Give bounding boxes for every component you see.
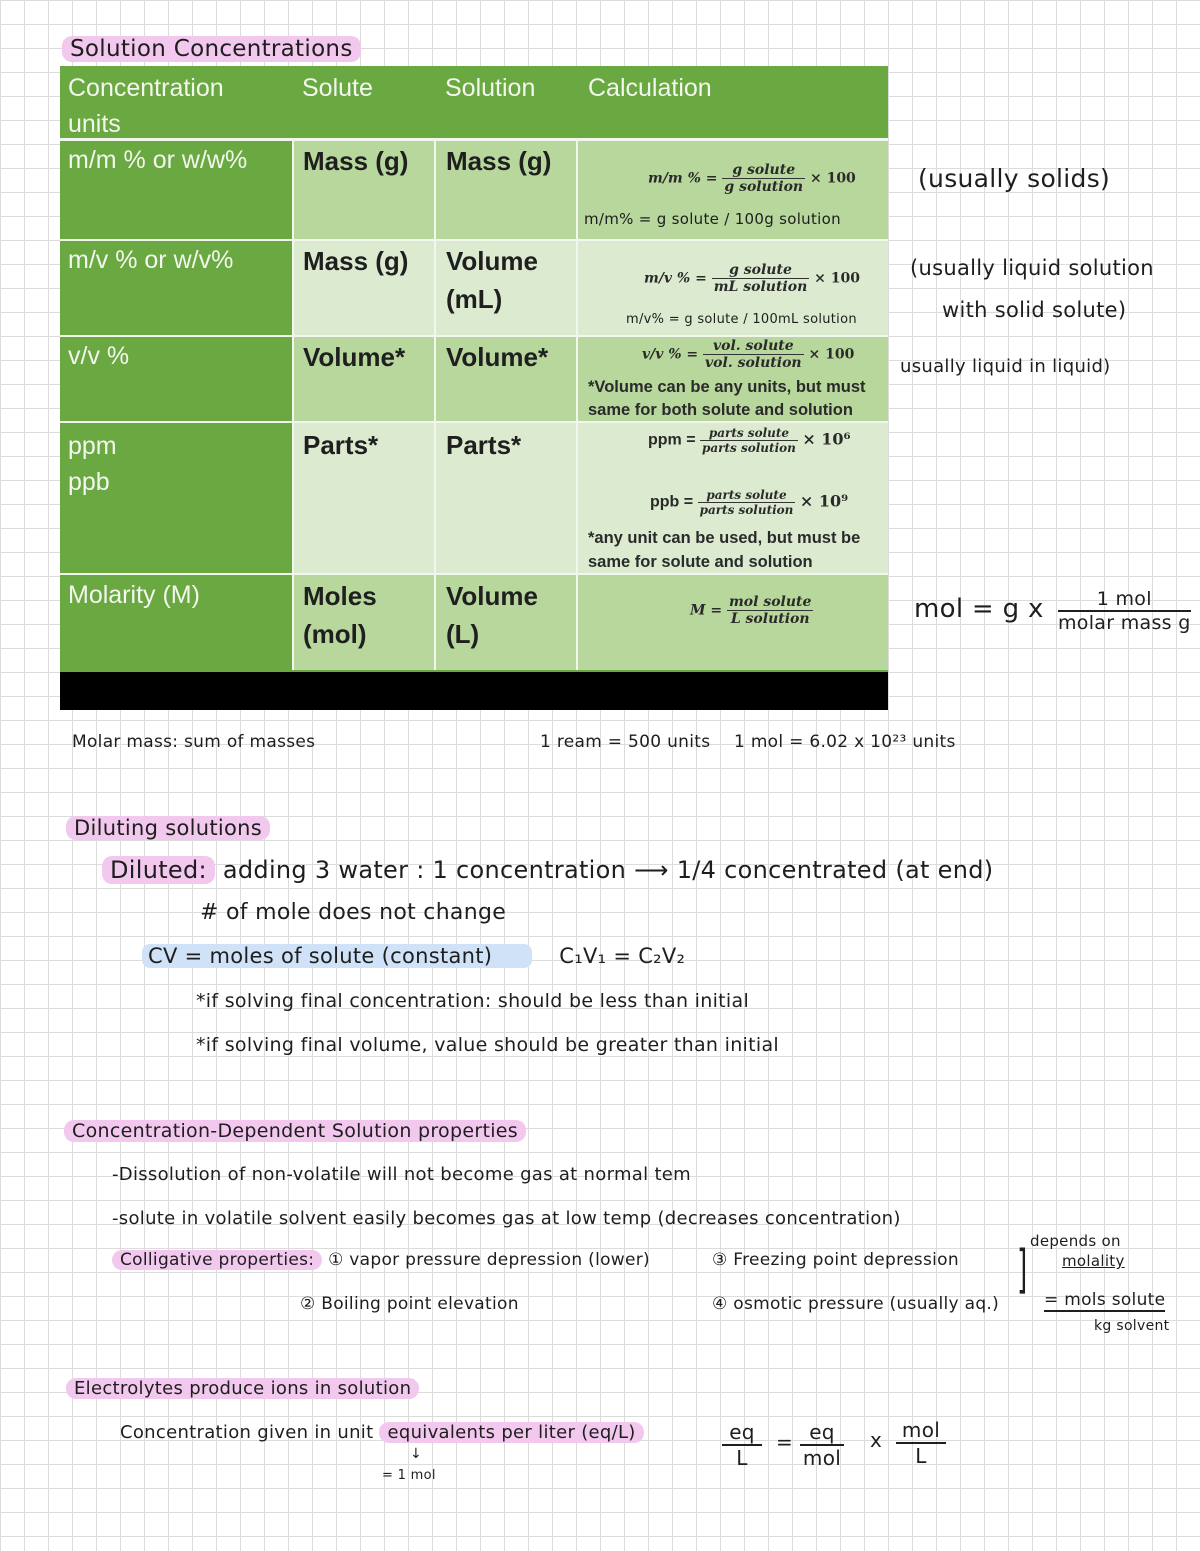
concentration-table (60, 66, 888, 710)
equals-sign: = (776, 1430, 794, 1454)
row2-unit: m/v % or w/v% (68, 246, 234, 274)
dilution-tip-concentration: *if solving final concentration: should be less than initial (196, 990, 750, 1012)
molality-formula: = mols solute (1044, 1290, 1166, 1310)
note-liquid-in-liquid: usually liquid in liquid) (900, 356, 1111, 377)
mol-equation: mol = g x (914, 594, 1044, 624)
times-sign: x (870, 1428, 883, 1452)
bracket: ] (1017, 1240, 1028, 1300)
properties-line1: -Dissolution of non-volatile will not become gas at normal tem (112, 1164, 692, 1185)
row1-solute: Mass (g) (303, 146, 409, 176)
row4-formula-ppm: ppm = $\frac{\text{parts solute}}{\text{parts solution}}$ × 10⁶ (648, 426, 851, 455)
row1-unit: m/m % or w/w% (68, 146, 248, 174)
row3-unit: v/v % (68, 342, 130, 370)
table-footer-bar (60, 672, 888, 710)
eq-fraction-2: eq mol (800, 1420, 844, 1470)
row3-solute: Volume* (303, 342, 406, 372)
electrolytes-line: Concentration given in unit equivalents per liter (eq/L) (120, 1422, 644, 1443)
row2-formula: m/v % = $\frac{\text{g solute}}{\text{mL solution}}$ × 100 (644, 262, 860, 295)
row5-solution: Volume (L) (446, 581, 538, 649)
eq-fraction-1: eq L (722, 1420, 762, 1470)
mv-handwritten-note: m/v% = g solute / 100mL solution (626, 312, 857, 327)
molality-note: molality (1062, 1252, 1125, 1270)
row-divider (60, 335, 888, 337)
row4-solute: Parts* (303, 430, 379, 460)
row3-solution: Volume* (446, 342, 549, 372)
header-units: Concentration units (68, 74, 224, 138)
row1-solution: Mass (g) (446, 146, 552, 176)
colligative-item4: ④ osmotic pressure (usually aq.) (712, 1294, 1000, 1314)
arrow-down: ↓ (410, 1446, 423, 1462)
row3-note: *Volume can be any units, but must same for both solute and solution (588, 378, 866, 419)
mm-handwritten-note: m/m% = g solute / 100g solution (584, 210, 841, 228)
colligative-line: Colligative properties: ① vapor pressure depression (lower) (112, 1250, 650, 1270)
row3-formula: v/v % = $\frac{\text{vol. solute}}{\text{vol. solution}}$ × 100 (642, 338, 855, 371)
header-solute: Solute (302, 74, 373, 102)
note-with-solid-solute: with solid solute) (942, 298, 1127, 322)
properties-line2: -solute in volatile solvent easily becomes gas at low temp (decreases concentration) (112, 1208, 901, 1229)
ream-note: 1 ream = 500 units (540, 732, 711, 752)
note-usually-solids: (usually solids) (918, 164, 1111, 193)
row5-formula: M = $\frac{\text{mol solute}}{\text{L solution}}$ (690, 594, 812, 627)
page-title: Solution Concentrations (62, 36, 361, 62)
note-usually-liquid-solution: (usually liquid solution (910, 256, 1154, 280)
header-calculation: Calculation (588, 74, 712, 102)
row5-solute: Moles (mol) (303, 581, 377, 649)
row2-solute: Mass (g) (303, 246, 409, 276)
header-solution: Solution (445, 74, 536, 102)
colligative-item2: ② Boiling point elevation (300, 1294, 519, 1314)
col-divider (576, 140, 578, 670)
kg-solvent-note: kg solvent (1094, 1318, 1170, 1334)
diluted-line: Diluted: adding 3 water : 1 concentration ⟶ 1/4 concentrated (at end) (102, 856, 993, 884)
dilution-tip-volume: *if solving final volume, value should be greater than initial (196, 1034, 779, 1056)
row4-formula-ppb: ppb = $\frac{\text{parts solute}}{\text{parts solution}}$ × 10⁹ (650, 488, 849, 517)
row4-unit: ppm ppb (68, 432, 117, 496)
mole-constant-note: # of mole does not change (200, 900, 507, 925)
diluting-heading: Diluting solutions (66, 816, 270, 840)
row-divider (60, 239, 888, 241)
row4-solution: Parts* (446, 430, 522, 460)
cv-line: CV = moles of solute (constant) C₁V₁ = C₂V₂ (142, 944, 685, 968)
mol-fraction-2: mol L (896, 1418, 946, 1468)
colligative-item3: ③ Freezing point depression (712, 1250, 959, 1270)
row5-unit: Molarity (M) (68, 581, 200, 609)
row4-note: *any unit can be used, but must be same for solute and solution (588, 529, 861, 571)
col-divider (292, 140, 294, 670)
properties-heading: Concentration-Dependent Solution properties (64, 1120, 526, 1142)
one-mol-note: = 1 mol (382, 1468, 436, 1483)
mol-fraction: 1 mol molar mass g (1058, 588, 1191, 634)
col-divider (434, 140, 436, 670)
avogadro-note: 1 mol = 6.02 x 10²³ units (734, 732, 956, 752)
row2-solution: Volume (mL) (446, 246, 538, 314)
depends-on-note: depends on (1030, 1232, 1121, 1250)
electrolytes-heading: Electrolytes produce ions in solution (66, 1378, 419, 1399)
row1-formula: m/m % = $\frac{\text{g solute}}{\text{g solution}}$ × 100 (648, 162, 856, 195)
molar-mass-note: Molar mass: sum of masses (72, 732, 316, 752)
